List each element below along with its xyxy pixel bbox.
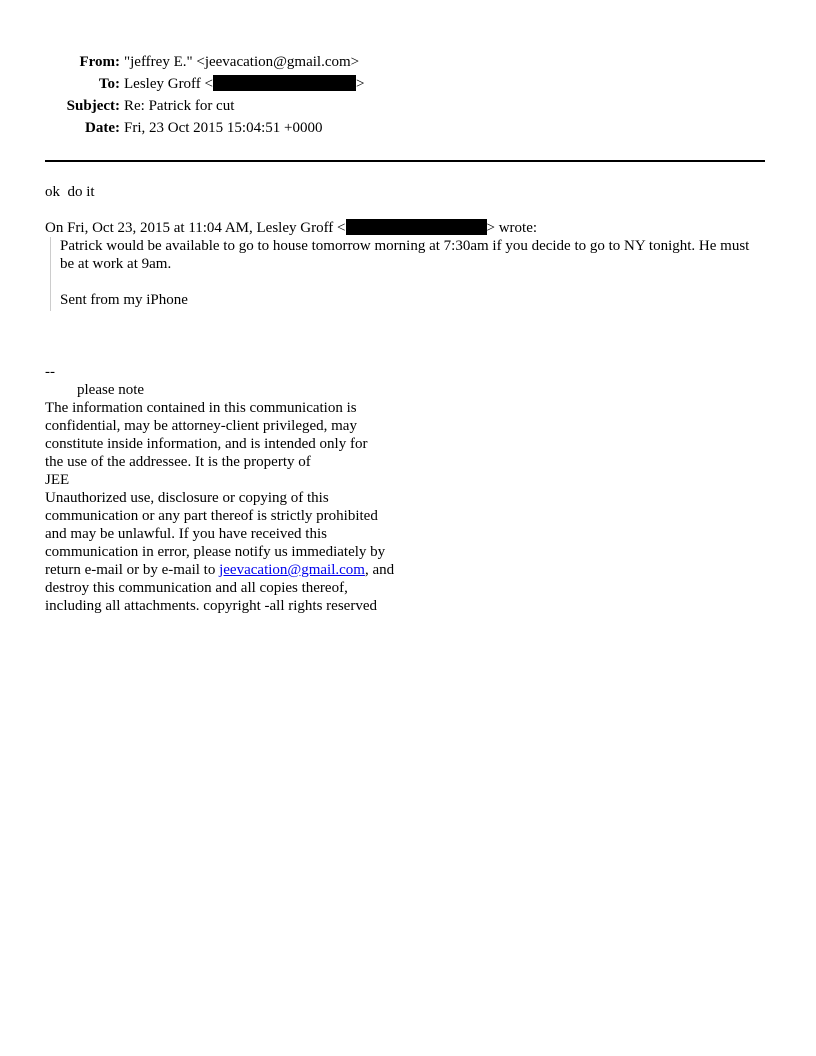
quote-attribution bbox=[45, 219, 537, 237]
disclaimer-line: constitute inside information, and is intended only for bbox=[45, 436, 368, 452]
email-link[interactable]: jeevacation@gmail.com bbox=[219, 562, 365, 578]
reply-text: ok do it bbox=[45, 184, 95, 200]
quoted-text: Patrick would be available to go to house tomorrow morning at 7:30am if you decide to go to NY tonight. He must be at work at 9am. bbox=[60, 238, 750, 272]
email-signature bbox=[45, 363, 425, 615]
from-label: From: bbox=[79, 54, 120, 70]
date-value: Fri, 23 Oct 2015 15:04:51 +0000 bbox=[124, 120, 323, 136]
subject-value: Re: Patrick for cut bbox=[124, 98, 235, 114]
redaction-box bbox=[213, 75, 356, 91]
quoted-signature: Sent from my iPhone bbox=[60, 292, 188, 308]
to-value bbox=[124, 75, 364, 93]
subject-label: Subject: bbox=[66, 98, 120, 114]
redaction-box bbox=[346, 219, 487, 235]
quoted-message bbox=[50, 237, 765, 311]
to-end: > bbox=[356, 76, 365, 92]
disclaimer-line: the use of the addressee. It is the property of bbox=[45, 454, 311, 470]
disclaimer-line: JEE bbox=[45, 472, 70, 488]
to-name: Lesley Groff < bbox=[124, 76, 213, 92]
from-value: "jeffrey E." <jeevacation@gmail.com> bbox=[124, 54, 360, 70]
disclaimer-line: including all attachments. copyright -all rights reserved bbox=[45, 598, 377, 614]
disclaimer-line: Unauthorized use, disclosure or copying of this bbox=[45, 490, 329, 506]
disclaimer-line: destroy this communication and all copies thereof, bbox=[45, 580, 348, 596]
disclaimer-line: confidential, may be attorney-client privileged, may bbox=[45, 418, 357, 434]
return-line-start: return e-mail or by e-mail to bbox=[45, 562, 220, 578]
to-label: To: bbox=[98, 76, 120, 92]
disclaimer-line: communication or any part thereof is strictly prohibited bbox=[45, 508, 378, 524]
disclaimer-line bbox=[45, 561, 425, 579]
disclaimer-line: The information contained in this communication is bbox=[45, 400, 357, 416]
note-heading: please note bbox=[77, 382, 145, 398]
header-divider bbox=[45, 160, 765, 162]
signature-dashes: -- bbox=[45, 364, 55, 380]
attribution-end: > wrote: bbox=[486, 220, 538, 236]
disclaimer-line: and may be unlawful. If you have received this bbox=[45, 526, 327, 542]
date-label: Date: bbox=[85, 120, 120, 136]
attribution-start: On Fri, Oct 23, 2015 at 11:04 AM, Lesley Groff < bbox=[45, 220, 346, 236]
disclaimer-line: communication in error, please notify us immediately by bbox=[45, 544, 386, 560]
return-line-end: , and bbox=[364, 562, 395, 578]
